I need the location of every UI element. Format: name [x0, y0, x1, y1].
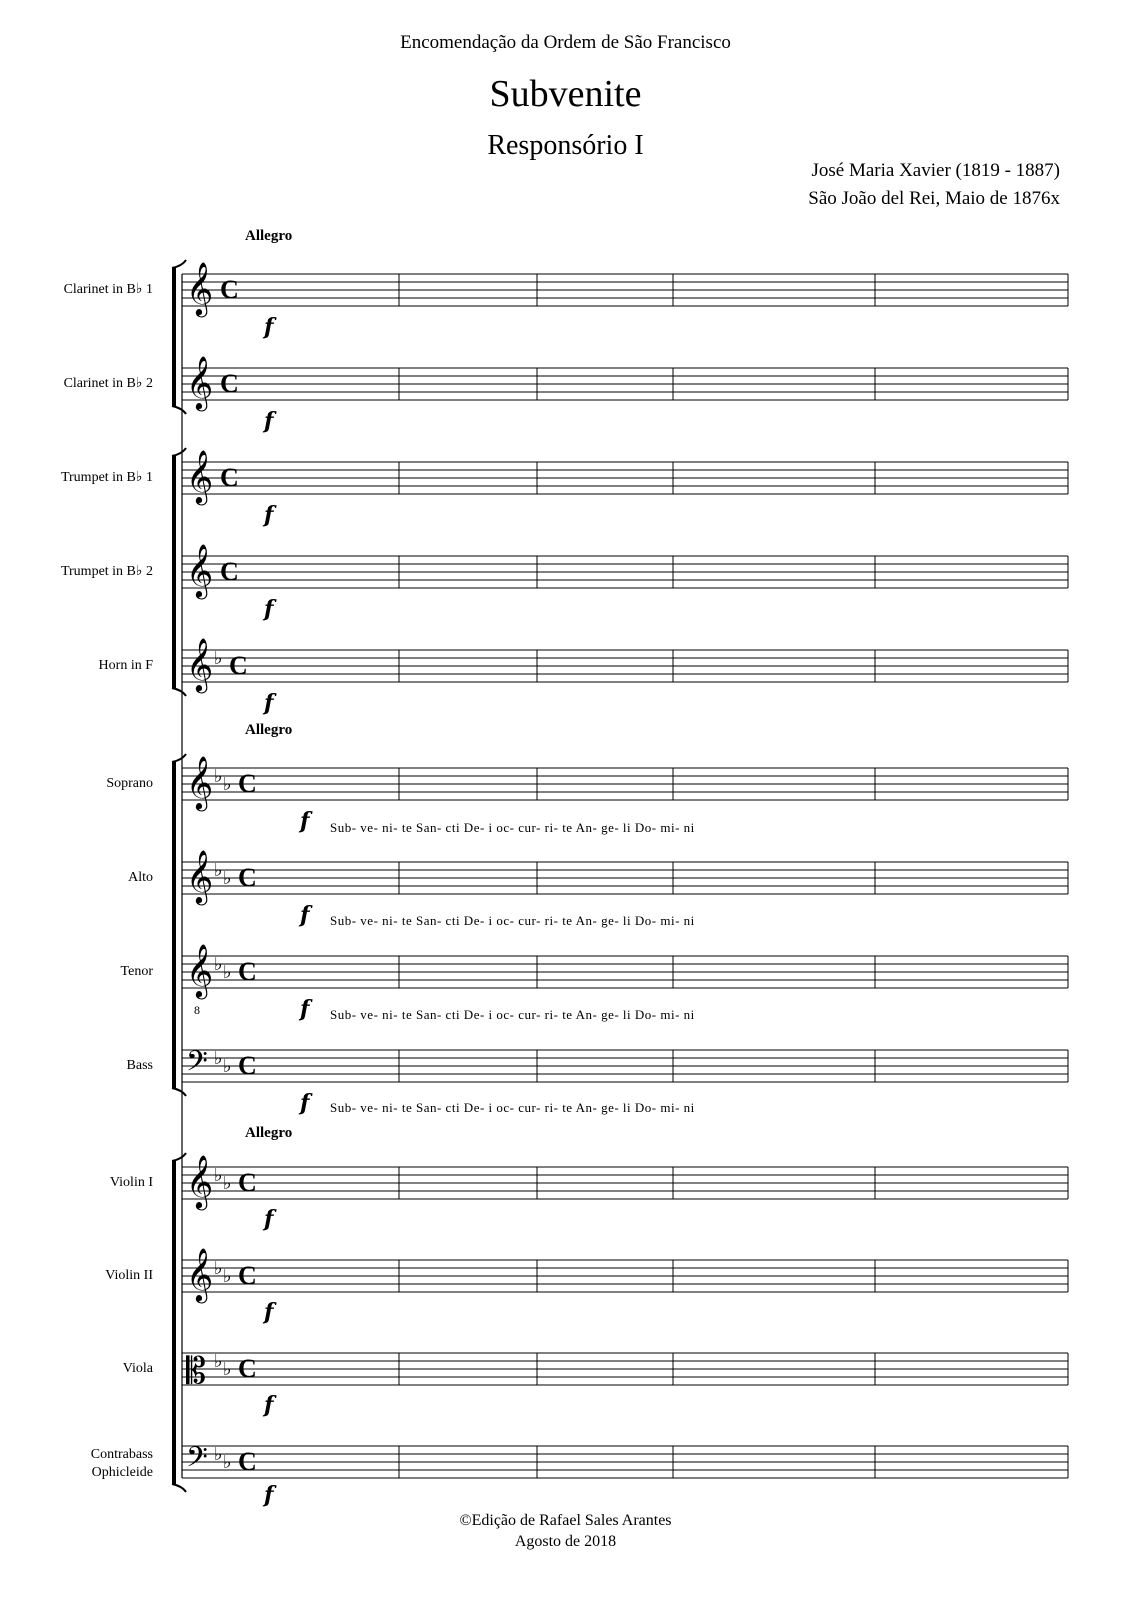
time-signature: C [220, 369, 239, 398]
flat-icon: ♭ [214, 1444, 223, 1465]
dynamic-marking: f [264, 1206, 274, 1232]
time-signature: C [220, 275, 239, 304]
dynamic-marking: f [264, 690, 274, 716]
dynamic-marking: f [264, 314, 274, 340]
time-signature: C [238, 1354, 257, 1383]
movement-title: Responsório I [487, 130, 644, 161]
edition-credit: ©Edição de Rafael Sales Arantes [459, 1512, 672, 1529]
clef-icon: 𝄞 [186, 849, 214, 903]
lyrics-bass: Sub- ve- ni- te San- cti De- i oc- cur- ri- te An- ge- li Do- mi- ni [330, 1100, 695, 1115]
clef-icon: 𝄢 [186, 1045, 208, 1085]
tempo-strings: Allegro [245, 1125, 293, 1141]
dynamic-marking: f [264, 408, 274, 434]
edition-date: Agosto de 2018 [514, 1533, 617, 1550]
instrument-label: Violin I [109, 1175, 153, 1190]
dynamic-marking: f [300, 902, 310, 928]
flat-icon: ♭ [214, 1258, 223, 1279]
group-bracket [172, 448, 186, 456]
flat-icon: ♭ [223, 1056, 232, 1077]
time-signature: C [220, 557, 239, 586]
group-bracket [172, 1088, 186, 1096]
time-signature: C [238, 863, 257, 892]
flat-icon: ♭ [223, 1452, 232, 1473]
instrument-label: Tenor [120, 964, 153, 979]
instrument-label: Violin II [105, 1268, 153, 1283]
time-signature: C [238, 957, 257, 986]
group-bracket [172, 1484, 186, 1492]
flat-icon: ♭ [214, 860, 223, 881]
instrument-label: Horn in F [98, 658, 153, 673]
instrument-label: Alto [128, 870, 153, 885]
time-signature: C [238, 1168, 257, 1197]
clef-icon: 𝄞 [186, 1154, 214, 1208]
lyrics-soprano: Sub- ve- ni- te San- cti De- i oc- cur- ri- te An- ge- li Do- mi- ni [330, 820, 695, 835]
time-signature: C [238, 1051, 257, 1080]
group-bracket [172, 260, 186, 268]
clef-icon: 𝄞 [186, 755, 214, 809]
time-signature: C [238, 1261, 257, 1290]
flat-icon: ♭ [223, 774, 232, 795]
lyrics-tenor: Sub- ve- ni- te San- cti De- i oc- cur- ri- te An- ge- li Do- mi- ni [330, 1007, 695, 1022]
flat-icon: ♭ [223, 868, 232, 889]
instrument-label: Viola [122, 1361, 153, 1376]
instrument-label: Trumpet in B♭ 1 [60, 470, 153, 485]
tempo-winds: Allegro [245, 228, 293, 244]
flat-icon: ♭ [223, 962, 232, 983]
tempo-voices: Allegro [245, 722, 293, 738]
dynamic-marking: f [264, 596, 274, 622]
flat-icon: ♭ [214, 1048, 223, 1069]
clef-icon: 𝄞 [186, 355, 214, 409]
dynamic-marking: f [264, 1392, 274, 1418]
flat-icon: ♭ [214, 648, 223, 669]
clef-icon: 𝄡 [186, 1351, 207, 1392]
clef-icon: 𝄞 [186, 261, 214, 315]
flat-icon: ♭ [214, 954, 223, 975]
instrument-label: Contrabass Ophicleide [90, 1447, 153, 1480]
dynamic-marking: f [264, 1299, 274, 1325]
group-bracket [172, 406, 186, 414]
flat-icon: ♭ [223, 1359, 232, 1380]
place-date: São João del Rei, Maio de 1876x [808, 188, 1060, 209]
instrument-label: Clarinet in B♭ 1 [63, 282, 153, 297]
score-title: Subvenite [489, 73, 642, 115]
flat-icon: ♭ [223, 1173, 232, 1194]
clef-icon: 𝄞 [186, 943, 214, 997]
instrument-label: Soprano [106, 776, 153, 791]
clef-icon: 𝄞 [186, 637, 214, 691]
subtitle: Encomendação da Ordem de São Francisco [400, 32, 731, 53]
time-signature: C [220, 463, 239, 492]
flat-icon: ♭ [214, 1351, 223, 1372]
flat-icon: ♭ [214, 766, 223, 787]
instrument-label: Clarinet in B♭ 2 [63, 376, 153, 391]
clef-icon: 𝄞 [186, 1247, 214, 1301]
time-signature: C [229, 651, 248, 680]
instrument-label: Trumpet in B♭ 2 [60, 564, 153, 579]
clef-icon: 𝄢 [186, 1441, 208, 1481]
time-signature: C [238, 1447, 257, 1476]
time-signature: C [238, 769, 257, 798]
instrument-label: Bass [126, 1058, 153, 1073]
group-bracket [172, 754, 186, 762]
dynamic-marking: f [264, 502, 274, 528]
dynamic-marking: f [300, 1090, 310, 1116]
composer: José Maria Xavier (1819 - 1887) [811, 160, 1060, 181]
flat-icon: ♭ [223, 1266, 232, 1287]
lyrics-alto: Sub- ve- ni- te San- cti De- i oc- cur- ri- te An- ge- li Do- mi- ni [330, 913, 695, 928]
dynamic-marking: f [264, 1482, 274, 1508]
clef-icon: 𝄞 [186, 449, 214, 503]
dynamic-marking: f [300, 996, 310, 1022]
group-bracket [172, 1153, 186, 1161]
flat-icon: ♭ [214, 1165, 223, 1186]
group-bracket [172, 688, 186, 696]
clef-icon: 𝄞 [186, 543, 214, 597]
octave-mark: 8 [194, 1003, 200, 1017]
dynamic-marking: f [300, 808, 310, 834]
